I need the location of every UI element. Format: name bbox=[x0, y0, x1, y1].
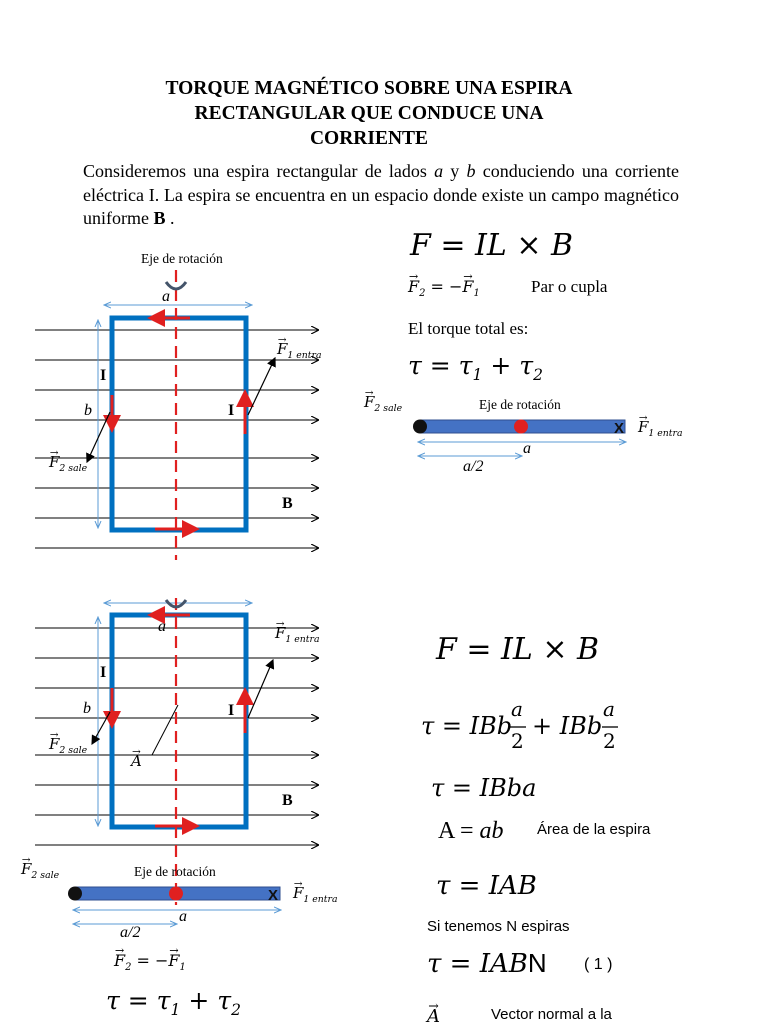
bar-1-label-f1: → $F_{1 entra}$ bbox=[638, 418, 683, 439]
diagram-1-field-lines bbox=[35, 330, 318, 548]
area-description: Área de la espira bbox=[537, 821, 651, 838]
eq-force-2: F = IL × B bbox=[436, 632, 600, 667]
frac-1-num: a bbox=[511, 697, 523, 721]
eq-area: A = ab bbox=[438, 818, 504, 844]
bar-1-left-dot bbox=[413, 420, 427, 434]
par-cupla-label: Par o cupla bbox=[531, 277, 608, 296]
eq-f2-neg-f1-bottom: → $F_2$ = −→ $F_1$ bbox=[114, 951, 186, 973]
diagram-1-label-I-left: I bbox=[100, 367, 107, 384]
eq-tau-iab: τ = IAB bbox=[436, 871, 537, 901]
diagram-2-label-b: b bbox=[83, 700, 91, 717]
bar-1-axis-dot bbox=[514, 420, 528, 434]
diagram-1-label-a: a bbox=[162, 288, 170, 305]
intro-paragraph: Consideremos una espira rectangular de lados a y b conduciendo una corriente eléctrica I. La espira se encuentra en un espacio donde existe un campo magnético uniforme B . bbox=[83, 161, 680, 228]
eq-tau-sum-top: $\tau = \tau_1 + \tau_2$ bbox=[408, 351, 543, 384]
normal-vector-label: Vector normal a la bbox=[491, 1006, 612, 1023]
eq-tau-sum-bottom: $\tau = \tau_1 + \tau_2$ bbox=[106, 986, 241, 1019]
frac-1-den: 2 bbox=[511, 729, 524, 753]
diagram-2-f1-arrow bbox=[248, 660, 273, 718]
diagram-1-label-f1: → $F_{1 entra}$ bbox=[277, 340, 322, 361]
diagram-2-label-f2: → $F_{2 sale}$ bbox=[49, 735, 87, 756]
frac-2-num: a bbox=[603, 697, 615, 721]
n-turns-label: Si tenemos N espiras bbox=[427, 918, 570, 935]
diagram-2-label-f1: → $F_{1 entra}$ bbox=[275, 624, 320, 645]
bar-2-label-f2: → $F_{2 sale}$ bbox=[21, 860, 59, 881]
bar-2-x-mark: X bbox=[268, 887, 279, 904]
bar-2-axis-label: Eje de rotación bbox=[134, 864, 216, 879]
eq-tau-ibb-prefix: τ = IBb bbox=[421, 712, 513, 740]
diagram-2-f2-arrow bbox=[92, 712, 110, 744]
diagram-2-label-B: B bbox=[282, 792, 293, 809]
bar-2-label-half: a/2 bbox=[120, 924, 141, 941]
eq-tau-iabn: τ = IABN bbox=[427, 948, 547, 979]
bar-1-x-mark: X bbox=[614, 420, 625, 437]
diagram-1-label-b: b bbox=[84, 402, 92, 419]
diagram-2-loop bbox=[112, 615, 246, 827]
diagram-1-axis-label: Eje de rotación bbox=[141, 251, 223, 266]
eq-number: ( 1 ) bbox=[584, 956, 613, 973]
diagram-2-label-I-left: I bbox=[100, 664, 107, 681]
diagram-1-label-f2: → $F_{2 sale}$ bbox=[49, 453, 87, 474]
frac-2-den: 2 bbox=[603, 729, 616, 753]
bar-2-left-dot bbox=[68, 887, 82, 901]
diagram-1-label-I-right: I bbox=[228, 402, 235, 419]
bar-1-label-half: a/2 bbox=[463, 458, 484, 475]
page-title: TORQUE MAGNÉTICO SOBRE UNA ESPIRA RECTANGULAR QUE CONDUCE UNA CORRIENTE bbox=[165, 78, 573, 149]
torque-total-label: El torque total es: bbox=[408, 319, 529, 338]
diagram-2-label-a: a bbox=[158, 618, 166, 635]
bar-1-label-a: a bbox=[523, 440, 531, 457]
diagram-2-label-A: → A bbox=[131, 752, 142, 770]
vector-A-symbol: → A bbox=[427, 1006, 440, 1027]
bar-2-axis-dot bbox=[169, 887, 183, 901]
bar-2-label-f1: → $F_{1 entra}$ bbox=[293, 884, 338, 905]
bar-1-axis-label: Eje de rotación bbox=[479, 397, 561, 412]
diagram-2-area-vector bbox=[152, 705, 178, 755]
eq-f2-neg-f1-top: → $F_2$ = −→ $F_1$ bbox=[408, 277, 480, 299]
eq-tau-ibba: τ = IBba bbox=[431, 774, 537, 802]
bar-1-label-f2: → $F_{2 sale}$ bbox=[364, 393, 402, 414]
diagram-1-label-B: B bbox=[282, 495, 293, 512]
diagram-1-loop bbox=[112, 318, 246, 530]
eq-tau-ibb-plus: + IBb bbox=[532, 712, 603, 740]
diagram-1-f1-arrow bbox=[248, 358, 275, 415]
diagram-2-label-I-right: I bbox=[228, 702, 235, 719]
bar-2-label-a: a bbox=[179, 908, 187, 925]
eq-force-1: F = IL × B bbox=[410, 228, 574, 263]
